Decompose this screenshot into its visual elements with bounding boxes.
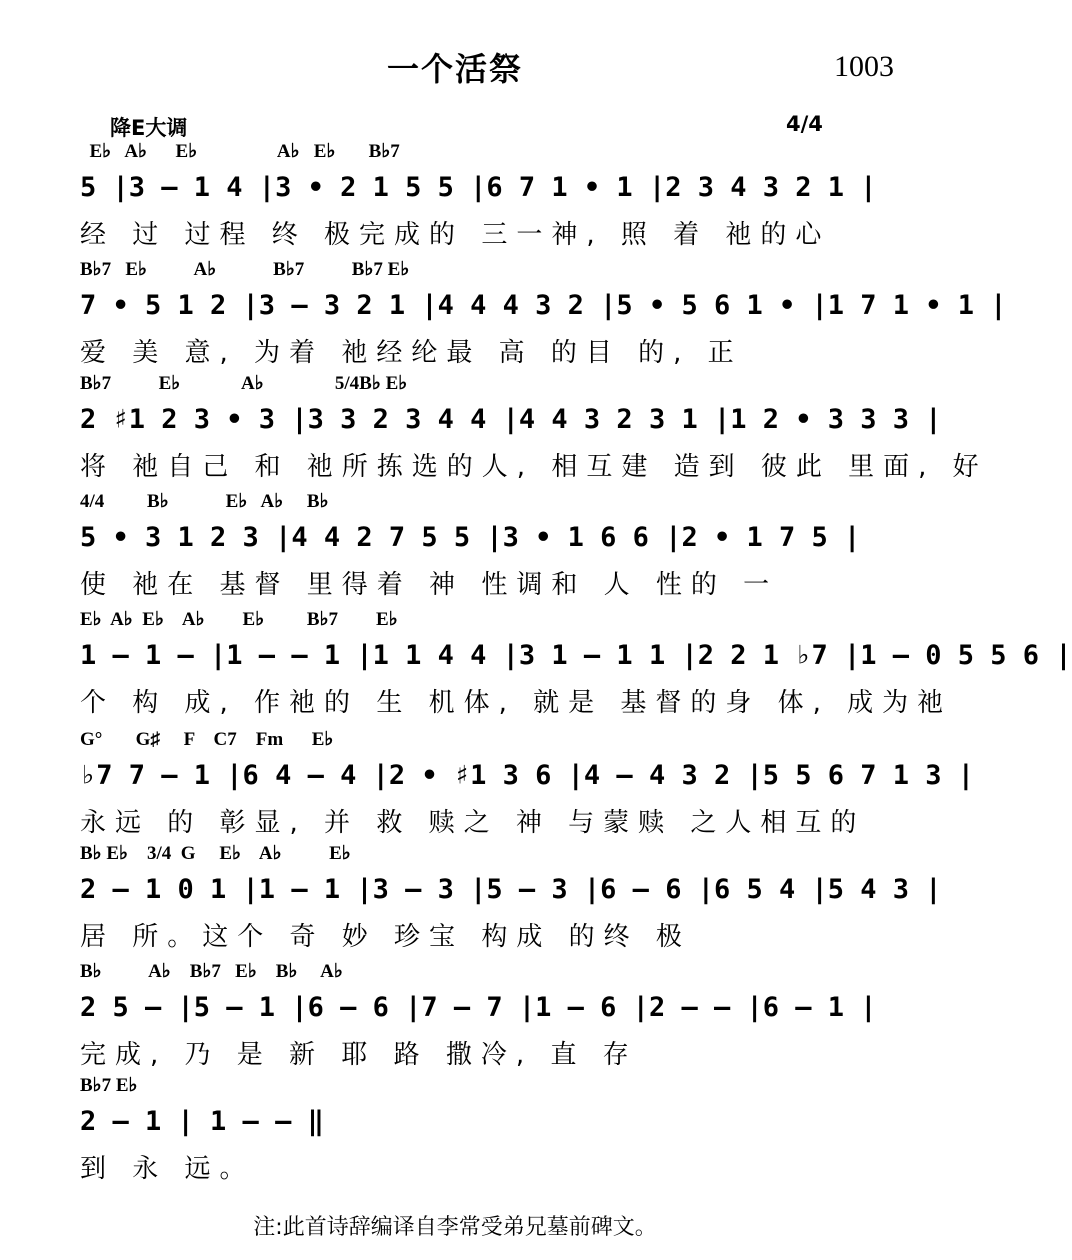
time-signature: 4/4 (786, 112, 823, 136)
chord-symbols: B♭7 E♭ A♭ B♭7 B♭7 E♭ (80, 259, 410, 280)
chord-symbols: E♭ A♭ E♭ A♭ E♭ B♭7 (80, 141, 400, 162)
jianpu-notes: 7 • 5 1 2 |3 — 3 2 1 |4 4 4 3 2 |5 • 5 6 1 • |1 7 1 • 1 | (80, 290, 1007, 321)
chord-symbols: B♭7 E♭ (80, 1075, 138, 1096)
score-system-4 (0, 490, 910, 618)
score-system-9 (0, 1074, 910, 1202)
score-system-6 (0, 728, 975, 856)
score-system-8 (0, 960, 910, 1088)
jianpu-notes: 1 — 1 — |1 — — 1 |1 1 4 4 |3 1 — 1 1 |2 2 1 ♭7 |1 — 0 5 5 6 | (80, 640, 1072, 671)
lyrics-line: 经 过 过程 终 极完成的 三一神, 照 着 祂的心 (80, 220, 831, 250)
jianpu-notes: 5 • 3 1 2 3 |4 4 2 7 5 5 |3 • 1 6 6 |2 • 1 7 5 | (80, 522, 861, 553)
lyrics-line: 将 祂自己 和 祂所拣选的人, 相互建 造到 彼此 里面, 好 (80, 452, 988, 482)
chord-symbols: 4/4 B♭ E♭ A♭ B♭ (80, 491, 329, 512)
score-system-3 (0, 372, 988, 500)
chord-symbols: E♭ A♭ E♭ A♭ E♭ B♭7 E♭ (80, 609, 398, 630)
hymn-title: 一个活祭 (386, 50, 523, 88)
lyrics-line: 到 永 远。 (80, 1154, 255, 1184)
lyrics-line: 个 构 成, 作祂的 生 机体, 就是 基督的身 体, 成为祂 (80, 688, 953, 718)
jianpu-notes: 2 ♯1 2 3 • 3 |3 3 2 3 4 4 |4 4 3 2 3 1 |1 2 • 3 3 3 | (80, 404, 942, 435)
jianpu-notes: 5 |3 — 1 4 |3 • 2 1 5 5 |6 7 1 • 1 |2 3 4 3 2 1 | (80, 172, 877, 203)
score-system-5 (0, 608, 1072, 736)
hymn-number: 1003 (834, 50, 894, 83)
key-signature: 降E大调 (110, 116, 188, 140)
chord-symbols: B♭7 E♭ A♭ 5/4B♭ E♭ (80, 373, 408, 394)
lyrics-line: 爱 美 意, 为着 祂经纶最 高 的目 的, 正 (80, 338, 743, 368)
lyrics-line: 永远 的 彰显, 并 救 赎之 神 与蒙赎 之人相互的 (80, 808, 866, 838)
score-system-7 (0, 842, 942, 970)
chord-symbols: G° G♯ F C7 Fm E♭ (80, 729, 334, 750)
lyrics-line: 使 祂在 基督 里得着 神 性调和 人 性的 一 (80, 570, 779, 600)
jianpu-notes: 2 — 1 | 1 — — ‖ (80, 1106, 324, 1137)
lyrics-line: 完成, 乃 是 新 耶 路 撒冷, 直 存 (80, 1040, 638, 1070)
jianpu-notes: 2 — 1 0 1 |1 — 1 |3 — 3 |5 — 3 |6 — 6 |6 5 4 |5 4 3 | (80, 874, 942, 905)
chord-symbols: B♭ E♭ 3/4 G E♭ A♭ E♭ (80, 843, 351, 864)
footnote: 注:此首诗辞编译自李常受弟兄墓前碑文。 (253, 1215, 657, 1240)
score-system-2 (0, 258, 1007, 386)
jianpu-notes: 2 5 — |5 — 1 |6 — 6 |7 — 7 |1 — 6 |2 — — |6 — 1 | (80, 992, 877, 1023)
score-system-1 (0, 140, 910, 268)
jianpu-notes: ♭7 7 — 1 |6 4 — 4 |2 • ♯1 3 6 |4 — 4 3 2 |5 5 6 7 1 3 | (80, 760, 975, 791)
lyrics-line: 居 所。这个 奇 妙 珍宝 构成 的终 极 (80, 922, 691, 952)
chord-symbols: B♭ A♭ B♭7 E♭ B♭ A♭ (80, 961, 343, 982)
